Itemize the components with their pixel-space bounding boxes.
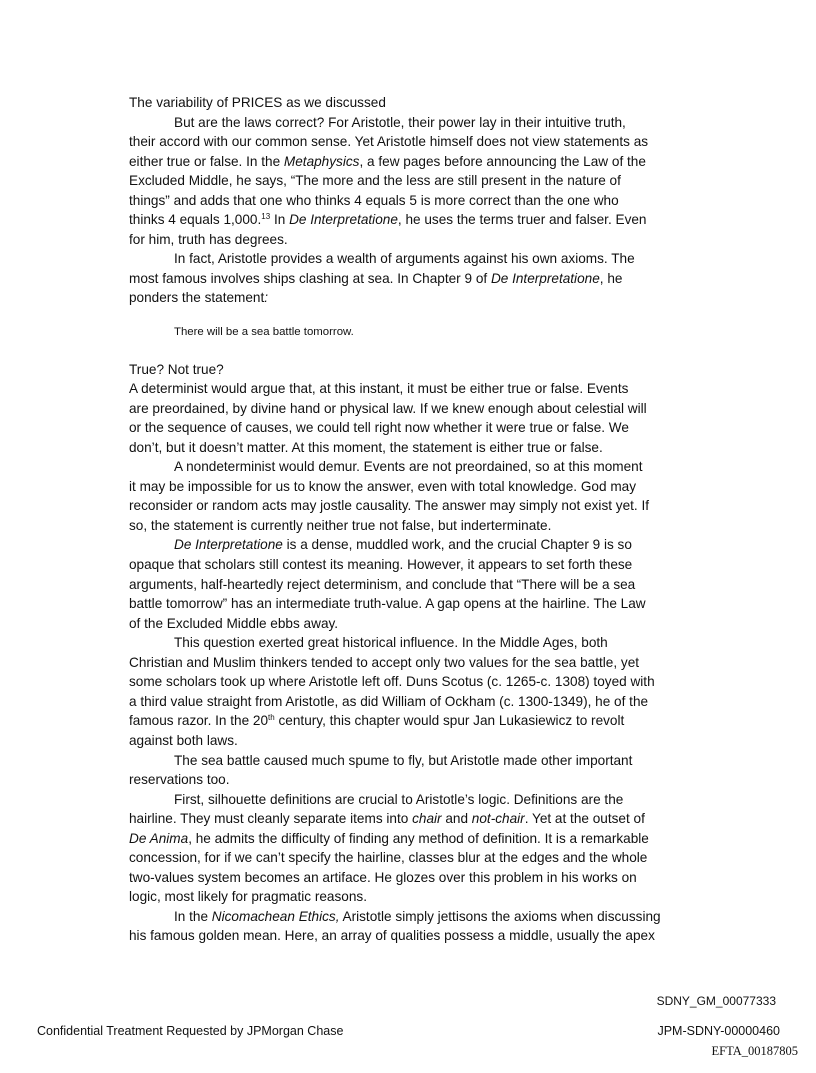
book-title: De Anima [129, 830, 189, 846]
book-title: De Interpretatione [289, 212, 398, 228]
text-line: it may be impossible for us to know the answer, even with total knowledge. God may [129, 478, 636, 494]
text-line: reconsider or random acts may jostle causality. The answer may simply not exist yet. If [129, 498, 650, 514]
text-line: two-values system becomes an artiface. He glozes over this problem in his works on [129, 869, 637, 885]
block-quote: There will be a sea battle tomorrow. [174, 326, 354, 339]
text-line: In the Nicomachean Ethics, Aristotle simply jettisons the axioms when discussing [174, 908, 661, 924]
text-line: are preordained, by divine hand or physical law. If we knew enough about celestial will [129, 400, 647, 416]
text-line: or the sequence of causes, we could tell right now whether it were true or false. We [129, 420, 629, 436]
confidential-notice: Confidential Treatment Requested by JPMorgan Chase [37, 1024, 344, 1038]
text-line: hairline. They must cleanly separate items into chair and not-chair. Yet at the outset of [129, 811, 645, 827]
text-line: of the Excluded Middle ebbs away. [129, 615, 339, 631]
text-line: some scholars took up where Aristotle left off. Duns Scotus (c. 1265-c. 1308) toyed with [129, 674, 655, 690]
text-line: most famous involves ships clashing at sea. In Chapter 9 of De Interpretatione, he [129, 270, 623, 286]
book-title: Metaphysics [283, 153, 360, 169]
text-line: concession, for if we can’t specify the hairline, classes blur at the edges and the whole [129, 850, 648, 866]
paragraph-8 [129, 790, 699, 907]
text-line: battle tomorrow” has an intermediate truth-value. A gap opens at the hairline. The Law [129, 596, 646, 612]
efta-number: EFTA_00187805 [711, 1044, 798, 1058]
text-line: True? Not true? [129, 361, 224, 377]
text-line: Christian and Muslim thinkers tended to accept only two values for the sea battle, yet [129, 654, 640, 670]
paragraph-4 [129, 457, 699, 535]
document-body [129, 93, 699, 946]
text-line: either true or false. In the Metaphysics, a few pages before announcing the Law of the [129, 153, 646, 169]
paragraph-1 [129, 113, 699, 250]
text-line: First, silhouette definitions are crucial to Aristotle’s logic. Definitions are the [174, 791, 624, 807]
paragraph-5 [129, 535, 699, 633]
text-line: ponders the statement: [129, 290, 269, 306]
text-line: a third value straight from Aristotle, as did William of Ockham (c. 1300-1349), he of the [129, 693, 649, 709]
footnote-marker: 13 [261, 212, 271, 222]
paragraph-3 [129, 360, 699, 458]
book-title: De Interpretatione [174, 537, 283, 553]
text-line: arguments, half-heartedly reject determinism, and conclude that “There will be a sea [129, 576, 636, 592]
text-line: logic, most likely for pragmatic reasons. [129, 889, 367, 905]
text-line: In fact, Aristotle provides a wealth of arguments against his own axioms. The [174, 251, 635, 267]
text-line: De Interpretatione is a dense, muddled work, and the crucial Chapter 9 is so [174, 537, 632, 553]
text-line: things” and adds that one who thinks 4 equals 5 is more correct than the one who [129, 192, 619, 208]
text-line: thinks 4 equals 1,000.13 In De Interpretatione, he uses the terms truer and falser. Even [129, 212, 647, 228]
text-line: for him, truth has degrees. [129, 231, 288, 247]
paragraph-7 [129, 751, 699, 790]
text-line: A nondeterminist would demur. Events are not preordained, so at this moment [174, 459, 643, 475]
text-line: don’t, but it doesn’t matter. At this moment, the statement is either true or false. [129, 439, 603, 455]
text-line: reservations too. [129, 772, 230, 788]
document-heading: The variability of PRICES as we discussed [129, 95, 386, 110]
paragraph-9 [129, 907, 699, 946]
text-line: famous razor. In the 20th century, this chapter would spur Jan Lukasiewicz to revolt [129, 713, 625, 729]
text-line: De Anima, he admits the difficulty of finding any method of definition. It is a remarkable [129, 830, 649, 846]
text-line: opaque that scholars still contest its meaning. However, it appears to set forth these [129, 557, 633, 573]
paragraph-6 [129, 633, 699, 750]
document-id: SDNY_GM_00077333 [656, 994, 776, 1008]
text-line: their accord with our common sense. Yet Aristotle himself does not view statements as [129, 134, 649, 150]
text-line: Excluded Middle, he says, “The more and the less are still present in the nature of [129, 173, 621, 189]
text-line: But are the laws correct? For Aristotle, their power lay in their intuitive truth, [174, 114, 626, 130]
book-title: De Interpretatione [490, 270, 600, 286]
text-line: A determinist would argue that, at this instant, it must be either true or false. Events [129, 381, 629, 397]
text-line: The sea battle caused much spume to fly, but Aristotle made other important [174, 752, 633, 768]
ordinal-suffix: th [268, 713, 275, 723]
text-line: his famous golden mean. Here, an array of qualities possess a middle, usually the apex [129, 928, 655, 944]
text-line: so, the statement is currently neither true not false, but inderterminate. [129, 517, 552, 533]
book-title: Nicomachean Ethics, [211, 908, 340, 924]
bates-number: JPM-SDNY-00000460 [657, 1024, 780, 1038]
text-line: against both laws. [129, 732, 238, 748]
text-line: This question exerted great historical influence. In the Middle Ages, both [174, 635, 608, 651]
paragraph-2 [129, 249, 699, 308]
